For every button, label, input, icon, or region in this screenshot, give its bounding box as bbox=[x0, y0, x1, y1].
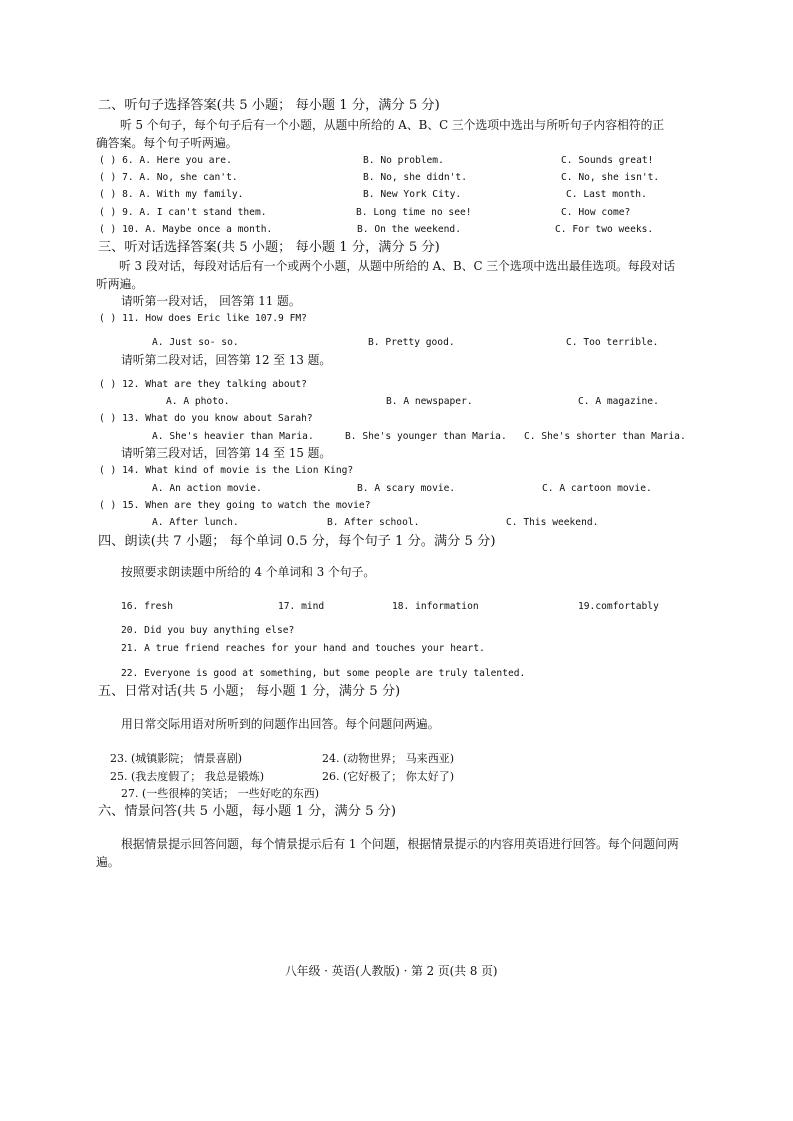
dialogue-3-prompt: 请听第三段对话，回答第 14 至 15 题。 bbox=[121, 446, 332, 460]
q6-option-b: B. No problem. bbox=[363, 155, 444, 166]
q6-stem: ( ) 6. A. Here you are. bbox=[99, 155, 232, 166]
q15-option-b: B. After school. bbox=[327, 517, 420, 528]
q12-option-a: A. A photo. bbox=[166, 396, 230, 407]
section-4-title: 四、朗读(共 7 小题； 每个单词 0.5 分，每个句子 1 分。满分 5 分) bbox=[98, 534, 496, 549]
section-4-instruction: 按照要求朗读题中所给的 4 个单词和 3 个句子。 bbox=[121, 565, 376, 579]
section-2-title: 二、听句子选择答案(共 5 小题； 每小题 1 分，满分 5 分) bbox=[98, 98, 440, 113]
q15-option-a: A. After lunch. bbox=[152, 517, 239, 528]
q14-option-c: C. A cartoon movie. bbox=[542, 483, 652, 494]
q8-stem: ( ) 8. A. With my family. bbox=[99, 189, 244, 200]
item-25: 25. (我去度假了； 我总是锻炼) bbox=[110, 770, 265, 783]
section-3-instruction: 听 3 段对话，每段对话后有一个或两个小题，从题中所给的 A、B、C 三个选项中选出最佳选项。每段对话 bbox=[119, 259, 675, 273]
q13-option-a: A. She's heavier than Maria. bbox=[152, 431, 314, 442]
q10-option-b: B. On the weekend. bbox=[357, 224, 461, 235]
word-16: 16. fresh bbox=[121, 601, 173, 612]
dialogue-1-prompt: 请听第一段对话， 回答第 11 题。 bbox=[121, 294, 301, 308]
item-23: 23. (城镇影院； 情景喜剧) bbox=[110, 752, 243, 765]
q9-option-b: B. Long time no see! bbox=[356, 207, 472, 218]
q11-option-c: C. Too terrible. bbox=[566, 337, 659, 348]
section-6-instruction-cont: 遍。 bbox=[96, 855, 120, 869]
section-5-instruction: 用日常交际用语对所听到的问题作出回答。每个问题问两遍。 bbox=[121, 717, 440, 731]
sentence-22: 22. Everyone is good at something, but some people are truly talented. bbox=[121, 668, 526, 679]
q10-option-c: C. For two weeks. bbox=[555, 224, 654, 235]
word-17: 17. mind bbox=[278, 601, 325, 612]
q8-option-b: B. New York City. bbox=[363, 189, 462, 200]
q7-option-c: C. No, she isn't. bbox=[561, 172, 660, 183]
word-19: 19.comfortably bbox=[578, 601, 659, 612]
q7-stem: ( ) 7. A. No, she can't. bbox=[99, 172, 238, 183]
q6-option-c: C. Sounds great! bbox=[561, 155, 654, 166]
q8-option-c: C. Last month. bbox=[566, 189, 647, 200]
q10-stem: ( ) 10. A. Maybe once a month. bbox=[99, 224, 273, 235]
q11-option-a: A. Just so- so. bbox=[152, 337, 239, 348]
sentence-20: 20. Did you buy anything else? bbox=[121, 625, 295, 636]
item-27: 27. (一些很棒的笑话； 一些好吃的东西) bbox=[121, 787, 320, 800]
section-3-instruction-cont: 听两遍。 bbox=[96, 277, 144, 291]
item-26: 26. (它好极了； 你太好了) bbox=[322, 770, 455, 783]
q12-stem: ( ) 12. What are they talking about? bbox=[99, 379, 307, 390]
section-2-instruction: 听 5 个句子，每个句子后有一个小题，从题中所给的 A、B、C 三个选项中选出与所听句子内容相符的正 bbox=[120, 118, 665, 132]
q15-stem: ( ) 15. When are they going to watch the movie? bbox=[99, 500, 371, 511]
page-footer: 八年级 · 英语(人教版) · 第 2 页(共 8 页) bbox=[285, 964, 498, 978]
section-5-title: 五、日常对话(共 5 小题； 每小题 1 分，满分 5 分) bbox=[98, 684, 401, 699]
word-18: 18. information bbox=[392, 601, 479, 612]
q9-stem: ( ) 9. A. I can't stand them. bbox=[99, 207, 267, 218]
section-2-instruction-cont: 确答案。每个句子听两遍。 bbox=[96, 136, 238, 150]
q13-stem: ( ) 13. What do you know about Sarah? bbox=[99, 413, 313, 424]
q11-option-b: B. Pretty good. bbox=[368, 337, 455, 348]
q14-stem: ( ) 14. What kind of movie is the Lion King? bbox=[99, 465, 354, 476]
q12-option-c: C. A magazine. bbox=[578, 396, 659, 407]
dialogue-2-prompt: 请听第二段对话，回答第 12 至 13 题。 bbox=[121, 353, 332, 367]
section-6-title: 六、情景问答(共 5 小题，每小题 1 分，满分 5 分) bbox=[98, 804, 396, 819]
q14-option-a: A. An action movie. bbox=[152, 483, 262, 494]
q13-option-b: B. She's younger than Maria. bbox=[345, 431, 507, 442]
q9-option-c: C. How come? bbox=[561, 207, 631, 218]
q15-option-c: C. This weekend. bbox=[506, 517, 599, 528]
q7-option-b: B. No, she didn't. bbox=[363, 172, 467, 183]
section-3-title: 三、听对话选择答案(共 5 小题； 每小题 1 分，满分 5 分) bbox=[98, 240, 440, 255]
item-24: 24. (动物世界； 马来西亚) bbox=[322, 752, 455, 765]
q12-option-b: B. A newspaper. bbox=[386, 396, 473, 407]
q13-option-c: C. She's shorter than Maria. bbox=[524, 431, 686, 442]
section-6-instruction: 根据情景提示回答问题，每个情景提示后有 1 个问题，根据情景提示的内容用英语进行回答。每个问题问两 bbox=[121, 837, 679, 851]
q14-option-b: B. A scary movie. bbox=[357, 483, 456, 494]
sentence-21: 21. A true friend reaches for your hand and touches your heart. bbox=[121, 643, 485, 654]
q11-stem: ( ) 11. How does Eric like 107.9 FM? bbox=[99, 313, 307, 324]
